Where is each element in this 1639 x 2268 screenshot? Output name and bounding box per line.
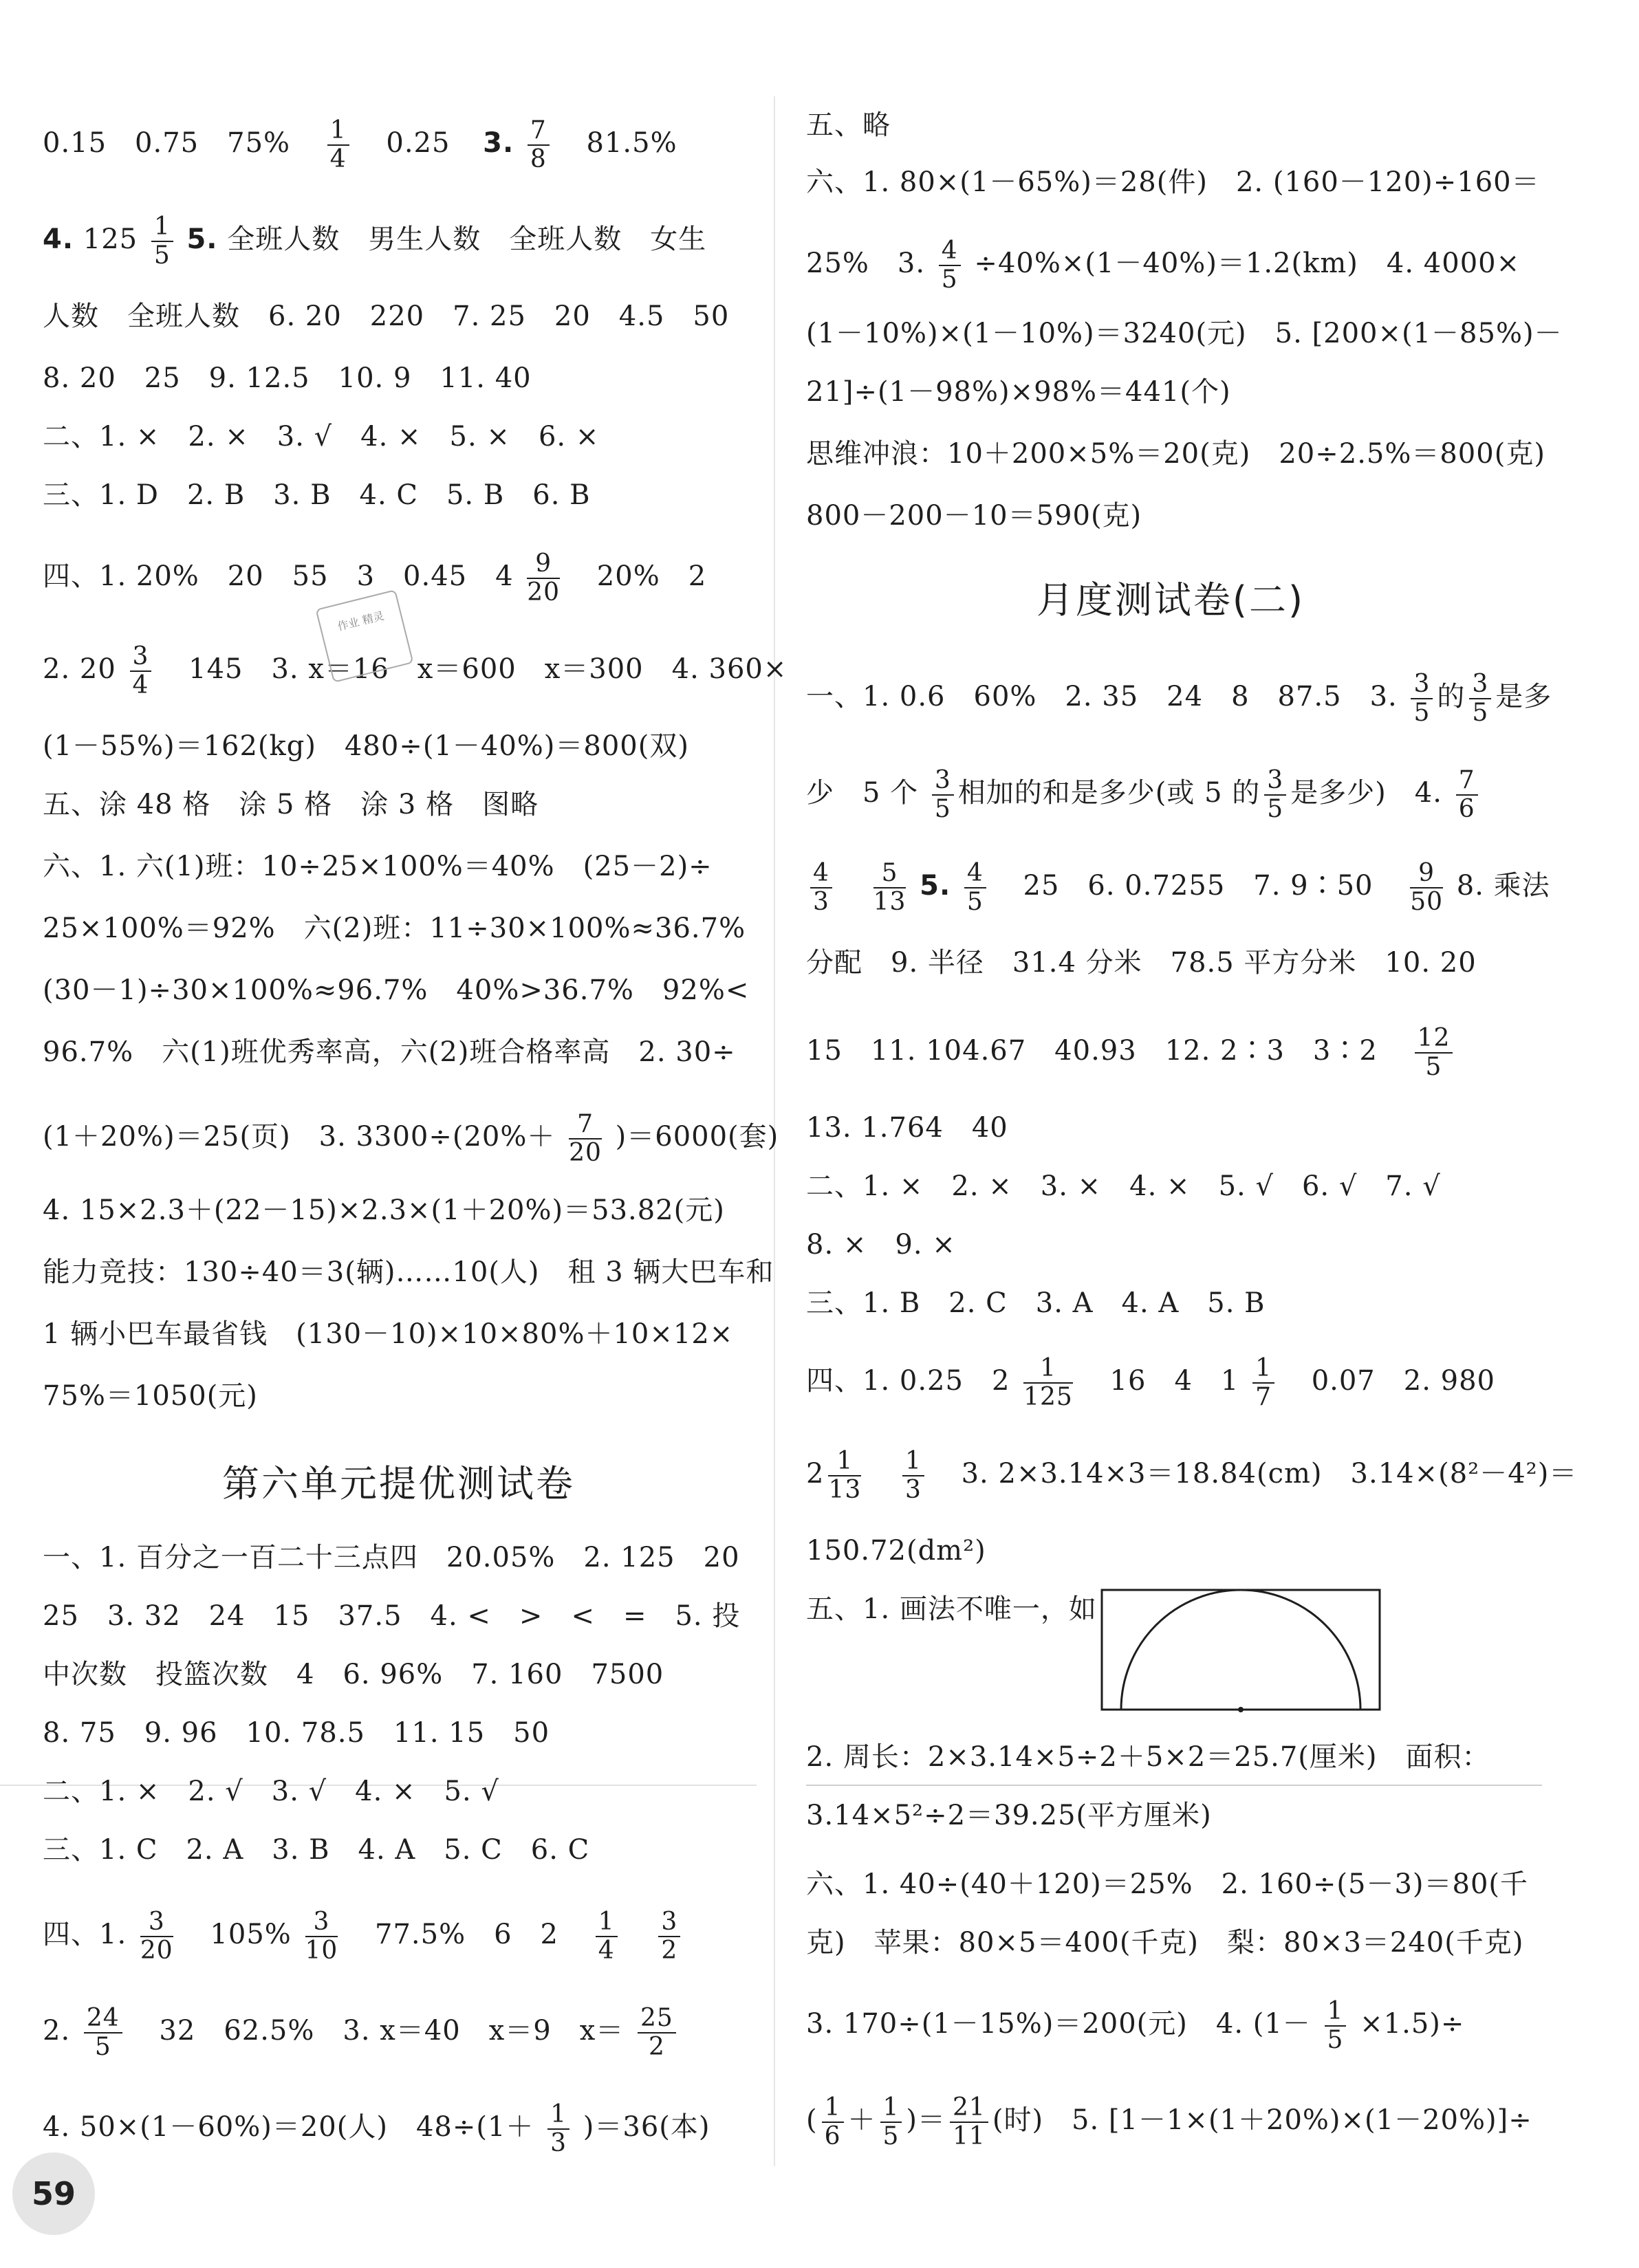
answer-line: 五、涂 48 格 涂 5 格 涂 3 格 图略 [43, 789, 539, 820]
fraction: $\frac{1}{7}$ [1252, 1355, 1274, 1411]
fraction: $\frac{12}{5}$ [1415, 1025, 1453, 1081]
answer-line: 四、1. $\frac{3}{20}$ 105% $\frac{3}{10}$ 77.5% 6 2 $\frac{1}{4}$ $\frac{3}{2}$ [43, 1908, 755, 1965]
center-point [1238, 1707, 1244, 1712]
answer-line: 3.14×5²÷2＝39.25(平方厘米) [806, 1800, 1212, 1831]
fraction: $\frac{1}{4}$ [327, 117, 349, 173]
fraction: $\frac{21}{11}$ [950, 2094, 988, 2150]
fraction: $\frac{7}{8}$ [528, 117, 550, 173]
fraction: $\frac{9}{50}$ [1410, 859, 1444, 916]
fraction: $\frac{4}{5}$ [964, 860, 986, 916]
answer-line: 能力竞技：130÷40＝3(辆)……10(人) 租 3 辆大巴车和 [43, 1256, 774, 1288]
answer-line: (1－10%)×(1－10%)＝3240(元) 5. [200×(1－85%)－ [806, 318, 1563, 349]
fraction: $\frac{3}{5}$ [1469, 670, 1491, 727]
fraction: $\frac{1}{6}$ [822, 2094, 844, 2150]
answer-line: 13. 1.764 40 [806, 1112, 1008, 1144]
answer-line: 75%＝1050(元) [43, 1380, 258, 1412]
fraction: $\frac{5}{13}$ [873, 859, 907, 916]
answer-line: (1－55%)＝162(kg) 480÷(1－40%)＝800(双) [43, 730, 689, 762]
answer-line: 2. $\frac{24}{5}$ 32 62.5% 3. x＝40 x＝9 x＝ $\frac{25}{2}$ [43, 2005, 755, 2061]
answer-line: (30－1)÷30×100%≈96.7% 40%>36.7% 92%< [43, 974, 750, 1006]
answer-line: 1 辆小巴车最省钱 (130－10)×10×80%＋10×12× [43, 1318, 734, 1350]
section-title: 第六单元提优测试卷 [222, 1462, 575, 1505]
answer-line: 中次数 投篮次数 4 6. 96% 7. 160 7500 [43, 1659, 664, 1690]
fraction: $\frac{3}{4}$ [130, 643, 152, 699]
answer-line: 四、1. 20% 20 55 3 0.45 4 $\frac{9}{20}$ 20% 2 [43, 549, 707, 607]
fraction: $\frac{25}{2}$ [638, 2005, 676, 2061]
answer-line: 25×100%＝92% 六(2)班：11÷30×100%≈36.7% [43, 913, 746, 944]
answer-line: (1＋20%)＝25(页) 3. 3300÷(20%＋ $\frac{7}{20}$ )＝6000(套) [43, 1110, 779, 1167]
answer-line: 800－200－10＝590(克) [806, 500, 1142, 532]
answer-line: 0.15 0.75 75% $\frac{1}{4}$ 0.25 3. $\frac{7}{8}$ 81.5% [43, 116, 677, 173]
answer-line: 四、1. 0.25 2 $\frac{1}{125}$ 16 4 1 $\frac{1}{7}$ 0.07 2. 980 [806, 1354, 1495, 1411]
fraction: $\frac{4}{3}$ [810, 860, 832, 916]
semicircle-arc [1121, 1590, 1360, 1710]
watermark-stamp: 作业 精灵 [315, 589, 413, 683]
fraction: $\frac{3}{5}$ [1264, 767, 1286, 823]
answer-line: 三、1. C 2. A 3. B 4. A 5. C 6. C [43, 1834, 590, 1866]
fraction: $\frac{1}{3}$ [902, 1448, 924, 1504]
answer-line: 三、1. B 2. C 3. A 4. A 5. B [806, 1287, 1266, 1319]
fraction: $\frac{9}{20}$ [527, 549, 561, 607]
answer-line: 2. 20 $\frac{3}{4}$ 145 3. x＝16 x＝600 x＝300 4. 360× [43, 642, 788, 699]
fraction: $\frac{7}{20}$ [569, 1110, 602, 1167]
answer-line: 五、1. 画法不唯一，如 [806, 1593, 1097, 1625]
fraction: $\frac{3}{10}$ [305, 1908, 338, 1965]
fraction: $\frac{1}{3}$ [547, 2101, 569, 2157]
rectangle-outline [1102, 1590, 1380, 1710]
answer-line: 3. 170÷(1－15%)＝200(元) 4. (1－ $\frac{1}{5}$ ×1.5)÷ [806, 1997, 1465, 2054]
answer-line: 五、略 [806, 109, 891, 141]
answer-line: 二、1. × 2. × 3. × 4. × 5. √ 6. √ 7. √ [806, 1170, 1441, 1202]
section-title: 月度测试卷(二) [1036, 578, 1305, 622]
fraction: $\frac{3}{20}$ [140, 1908, 173, 1965]
answer-line: $\frac{4}{3}$ $\frac{5}{13}$ 5. $\frac{4}{5}$ 25 6. 0.7255 7. 9∶50 $\frac{9}{50}$ 8. 乘法 [806, 860, 1535, 916]
fraction: $\frac{3}{5}$ [1411, 670, 1433, 727]
answer-line: 六、1. 六(1)班：10÷25×100%＝40% (25－2)÷ [43, 851, 713, 882]
fraction: $\frac{1}{4}$ [596, 1908, 618, 1965]
answer-line: 4. 50×(1－60%)＝20(人) 48÷(1＋ $\frac{1}{3}$ )＝36(本) [43, 2100, 710, 2157]
fold-line-right [806, 1785, 1542, 1786]
fraction: $\frac{3}{2}$ [658, 1908, 680, 1965]
answer-line: 六、1. 80×(1－65%)＝28(件) 2. (160－120)÷160＝ [806, 166, 1540, 198]
fraction: $\frac{1}{13}$ [828, 1447, 862, 1504]
answer-line: 25% 3. $\frac{4}{5}$ ÷40%×(1－40%)＝1.2(km) 4. 4000× [806, 237, 1521, 294]
semicircle-figure [1100, 1589, 1382, 1719]
fraction: $\frac{1}{125}$ [1023, 1354, 1073, 1411]
answer-line: 三、1. D 2. B 3. B 4. C 5. B 6. B [43, 479, 591, 511]
answer-line: 思维冲浪：10＋200×5%＝20(克) 20÷2.5%＝800(克) [806, 438, 1545, 470]
answer-line: 2 $\frac{1}{13}$ $\frac{1}{3}$ 3. 2×3.14×3＝18.84(cm) 3.14×(8²－4²)＝ [806, 1447, 1578, 1504]
fraction: $\frac{24}{5}$ [84, 2005, 122, 2061]
answer-line: 150.72(dm²) [806, 1535, 986, 1567]
answer-line: 25 3. 32 24 15 37.5 4. < > < = 5. 投 [43, 1600, 741, 1632]
answer-line: 二、1. × 2. × 3. √ 4. × 5. × 6. × [43, 421, 600, 452]
answer-line: 分配 9. 半径 31.4 分米 78.5 平方分米 10. 20 [806, 947, 1477, 979]
fraction: $\frac{1}{5}$ [151, 213, 173, 270]
answer-line: 4. 15×2.3＋(22－15)×2.3×(1＋20%)＝53.82(元) [43, 1195, 725, 1226]
answer-line: 人数 全班人数 6. 20 220 7. 25 20 4.5 50 [43, 301, 730, 332]
answer-line: 二、1. × 2. √ 3. √ 4. × 5. √ [43, 1776, 499, 1807]
fraction: $\frac{7}{6}$ [1456, 767, 1478, 823]
answer-line: 一、1. 0.6 60% 2. 35 24 8 87.5 3. $\frac{3}{5}$ 的 $\frac{3}{5}$ 是多 [806, 670, 1552, 727]
answer-line: 六、1. 40÷(40＋120)＝25% 2. 160÷(5－3)＝80(千 [806, 1868, 1529, 1900]
fraction: $\frac{1}{5}$ [1325, 1998, 1347, 2054]
fraction: $\frac{4}{5}$ [939, 237, 961, 294]
answer-line: 8. 75 9. 96 10. 78.5 11. 15 50 [43, 1717, 550, 1749]
fraction: $\frac{1}{5}$ [880, 2094, 902, 2150]
answer-line: 一、1. 百分之一百二十三点四 20.05% 2. 125 20 [43, 1542, 740, 1573]
answer-line: 8. 20 25 9. 12.5 10. 9 11. 40 [43, 362, 532, 394]
answer-line: ( $\frac{1}{6}$ ＋ $\frac{1}{5}$ )＝ $\frac{21}{11}$ (时) 5. [1－1×(1＋20%)×(1－20%)]÷ [806, 2093, 1532, 2150]
answer-line: 15 11. 104.67 40.93 12. 2∶3 3∶2 $\frac{12}{5}$ [806, 1025, 1535, 1081]
page-number: 59 [12, 2152, 95, 2235]
fraction: $\frac{3}{5}$ [932, 767, 954, 823]
answer-line: 2. 周长：2×3.14×5÷2＋5×2＝25.7(厘米) 面积： [806, 1741, 1490, 1773]
answer-line: 21]÷(1－98%)×98%＝441(个) [806, 376, 1231, 408]
answer-line: 少 5 个 $\frac{3}{5}$ 相加的和是多少(或 5 的 $\frac{3}{5}$ 是多少) 4. $\frac{7}{6}$ [806, 767, 1535, 823]
answer-line: 4. 125 $\frac{1}{5}$ 5. 全班人数 男生人数 全班人数 女生 [43, 212, 707, 270]
answer-line: 克) 苹果：80×5＝400(千克) 梨：80×3＝240(千克) [806, 1927, 1524, 1959]
answer-line: 8. × 9. × [806, 1229, 956, 1261]
answer-line: 96.7% 六(1)班优秀率高，六(2)班合格率高 2. 30÷ [43, 1036, 736, 1068]
